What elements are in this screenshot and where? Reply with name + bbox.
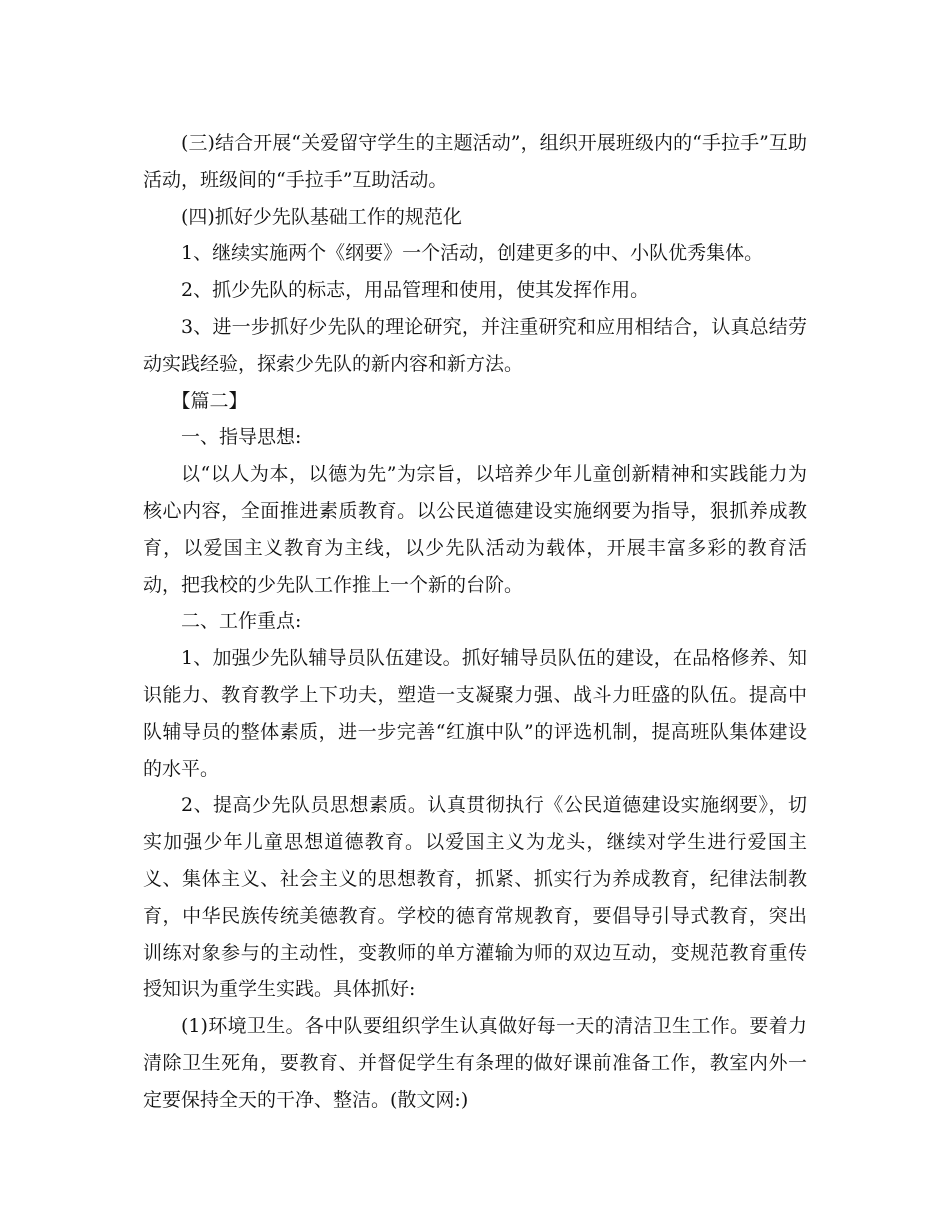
paragraph-guiding-ideology: 以“以人为本，以德为先”为宗旨，以培养少年儿童创新精神和实践能力为核心内容，全面推进素质教育。以公民道德建设实施纲要为指导，狠抓养成教育，以爱国主义教育为主线，以少先队活动为载体，开展丰富多彩的教育活动，把我校的少先队工作推上一个新的台阶。	[143, 463, 807, 596]
document-body	[143, 125, 807, 1119]
paragraph-environment-hygiene: (1)环境卫生。各中队要组织学生认真做好每一天的清洁卫生工作。要着力清除卫生死角，要教育、并督促学生有条理的做好课前准备工作，教室内外一定要保持全天的干净、整洁。(散文网:)	[143, 1015, 807, 1111]
paragraph-focus-1: 1、加强少先队辅导员队伍建设。抓好辅导员队伍的建设，在品格修养、知识能力、教育教学上下功夫，塑造一支凝聚力强、战斗力旺盛的队伍。提高中队辅导员的整体素质，进一步完善“红旗中队”的评选机制，提高班队集体建设的水平。	[143, 647, 807, 780]
paragraph-item-3: 3、进一步抓好少先队的理论研究，并注重研究和应用相结合，认真总结劳动实践经验，探索少先队的新内容和新方法。	[143, 315, 807, 375]
section-heading-part-two: 【篇二】	[171, 389, 248, 412]
paragraph-item-1: 1、继续实施两个《纲要》一个活动，创建更多的中、小队优秀集体。	[181, 242, 764, 265]
paragraph-item-2: 2、抓少先队的标志，用品管理和使用，使其发挥作用。	[181, 279, 650, 302]
heading-work-focus: 二、工作重点:	[181, 610, 302, 633]
paragraph-activity-three: (三)结合开展“关爱留守学生的主题活动”，组织开展班级内的“手拉手”互助活动，班级间的“手拉手”互助活动。	[143, 132, 807, 191]
paragraph-heading-four: (四)抓好少先队基础工作的规范化	[181, 205, 462, 228]
heading-guiding-ideology: 一、指导思想:	[181, 426, 302, 449]
paragraph-focus-2: 2、提高少先队员思想素质。认真贯彻执行《公民道德建设实施纲要》，切实加强少年儿童思想道德教育。以爱国主义为龙头，继续对学生进行爱国主义、集体主义、社会主义的思想教育，抓紧、抓实行为养成教育，纪律法制教育，中华民族传统美德教育。学校的德育常规教育，要倡导引导式教育，突出训练对象参与的主动性，变教师的单方灌输为师的双边互动，变规范教育重传授知识为重学生实践。具体抓好:	[143, 794, 807, 1001]
